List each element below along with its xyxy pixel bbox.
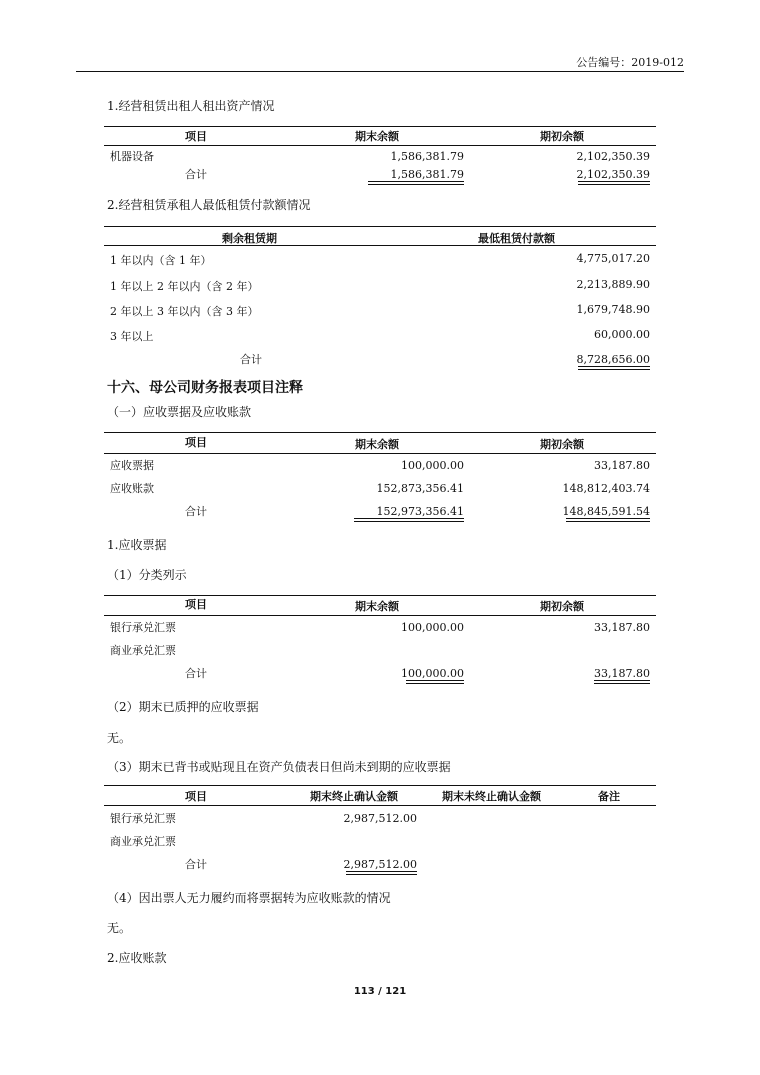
total-double-underline [578, 181, 650, 185]
row-label: 应收账款 [110, 482, 154, 495]
row-value-begin: 148,812,403.74 [562, 482, 650, 495]
total-value-begin: 148,845,591.54 [562, 505, 650, 518]
total-value-begin: 2,102,350.39 [576, 168, 650, 181]
total-double-underline [368, 181, 464, 185]
row-value: 60,000.00 [594, 328, 650, 341]
page-number: 113 / 121 [353, 986, 407, 997]
row-label: 银行承兑汇票 [110, 621, 176, 634]
table-rule-top [104, 785, 656, 786]
row-value: 4,775,017.20 [576, 252, 650, 265]
col-header-item: 项目 [185, 598, 207, 611]
total-value-end: 1,586,381.79 [390, 168, 464, 181]
table-rule-header [104, 453, 656, 454]
row-label: 商业承兑汇票 [110, 644, 176, 657]
item-title-pledged: （2）期末已质押的应收票据 [107, 700, 259, 714]
row-label: 1 年以内（含 1 年） [110, 254, 212, 267]
col-header-derecognized: 期末终止确认金额 [310, 790, 398, 803]
total-double-underline [346, 871, 417, 875]
row-value-end: 1,586,381.79 [390, 150, 464, 163]
col-header-remaining-term: 剩余租赁期 [222, 232, 277, 245]
table-rule-header [104, 805, 656, 806]
item-title-accounts-receivable: 2.应收账款 [107, 951, 167, 965]
total-value-begin: 33,187.80 [594, 667, 650, 680]
total-label: 合计 [185, 168, 207, 181]
total-value-end: 100,000.00 [401, 667, 464, 680]
total-label: 合计 [185, 858, 207, 871]
section-title-lessee: 2.经营租赁承租人最低租赁付款额情况 [107, 198, 311, 212]
pledged-content: 无。 [107, 731, 132, 745]
total-double-underline [594, 680, 650, 684]
row-value-begin: 33,187.80 [594, 459, 650, 472]
item-title-endorsed: （3）期末已背书或贴现且在资产负债表日但尚未到期的应收票据 [107, 760, 451, 774]
col-header-item: 项目 [185, 436, 207, 449]
section-heading-16: 十六、母公司财务报表项目注释 [107, 380, 303, 396]
total-double-underline [354, 518, 464, 522]
col-header-remark: 备注 [598, 790, 620, 803]
notice-number: 公告编号：2019-012 [576, 56, 684, 69]
total-label: 合计 [185, 667, 207, 680]
row-value-end: 152,873,356.41 [376, 482, 464, 495]
row-label: 银行承兑汇票 [110, 812, 176, 825]
total-label: 合计 [185, 505, 207, 518]
row-value-begin: 2,102,350.39 [576, 150, 650, 163]
table-rule-header [104, 615, 656, 616]
table-rule-top [104, 226, 656, 227]
total-double-underline [566, 518, 650, 522]
row-value-end: 100,000.00 [401, 621, 464, 634]
table-rule-top [104, 432, 656, 433]
total-value: 8,728,656.00 [576, 353, 650, 366]
item-title-converted: （4）因出票人无力履约而将票据转为应收账款的情况 [107, 891, 391, 905]
total-double-underline [578, 366, 650, 370]
total-value-end: 152,973,356.41 [376, 505, 464, 518]
row-value-begin: 33,187.80 [594, 621, 650, 634]
converted-content: 无。 [107, 921, 132, 935]
row-value-derecognized: 2,987,512.00 [343, 812, 417, 825]
col-header-begin-balance: 期初余额 [540, 600, 584, 613]
row-label: 1 年以上 2 年以内（含 2 年） [110, 280, 259, 293]
total-label: 合计 [240, 353, 262, 366]
col-header-begin-balance: 期初余额 [540, 130, 584, 143]
row-label: 机器设备 [110, 150, 154, 163]
col-header-end-balance: 期末余额 [355, 130, 399, 143]
subsection-title-receivables: （一）应收票据及应收账款 [107, 405, 252, 419]
section-title-lessor: 1.经营租赁出租人租出资产情况 [107, 99, 275, 113]
row-label: 3 年以上 [110, 330, 154, 343]
row-value-end: 100,000.00 [401, 459, 464, 472]
col-header-min-payment: 最低租赁付款额 [478, 232, 555, 245]
header-rule [76, 71, 684, 72]
col-header-item: 项目 [185, 790, 207, 803]
row-label: 应收票据 [110, 459, 154, 472]
col-header-begin-balance: 期初余额 [540, 438, 584, 451]
col-header-end-balance: 期末余额 [355, 600, 399, 613]
row-value: 1,679,748.90 [576, 303, 650, 316]
table-rule-top [104, 126, 656, 127]
item-title-classification: （1）分类列示 [107, 568, 187, 582]
row-label: 2 年以上 3 年以内（含 3 年） [110, 305, 259, 318]
row-label: 商业承兑汇票 [110, 835, 176, 848]
item-title-notes-receivable: 1.应收票据 [107, 538, 167, 552]
col-header-end-balance: 期末余额 [355, 438, 399, 451]
total-double-underline [406, 680, 464, 684]
col-header-not-derecognized: 期末未终止确认金额 [442, 790, 541, 803]
col-header-item: 项目 [185, 130, 207, 143]
table-rule-header [104, 145, 656, 146]
total-value-derecognized: 2,987,512.00 [343, 858, 417, 871]
row-value: 2,213,889.90 [576, 278, 650, 291]
table-rule-header [104, 245, 656, 246]
